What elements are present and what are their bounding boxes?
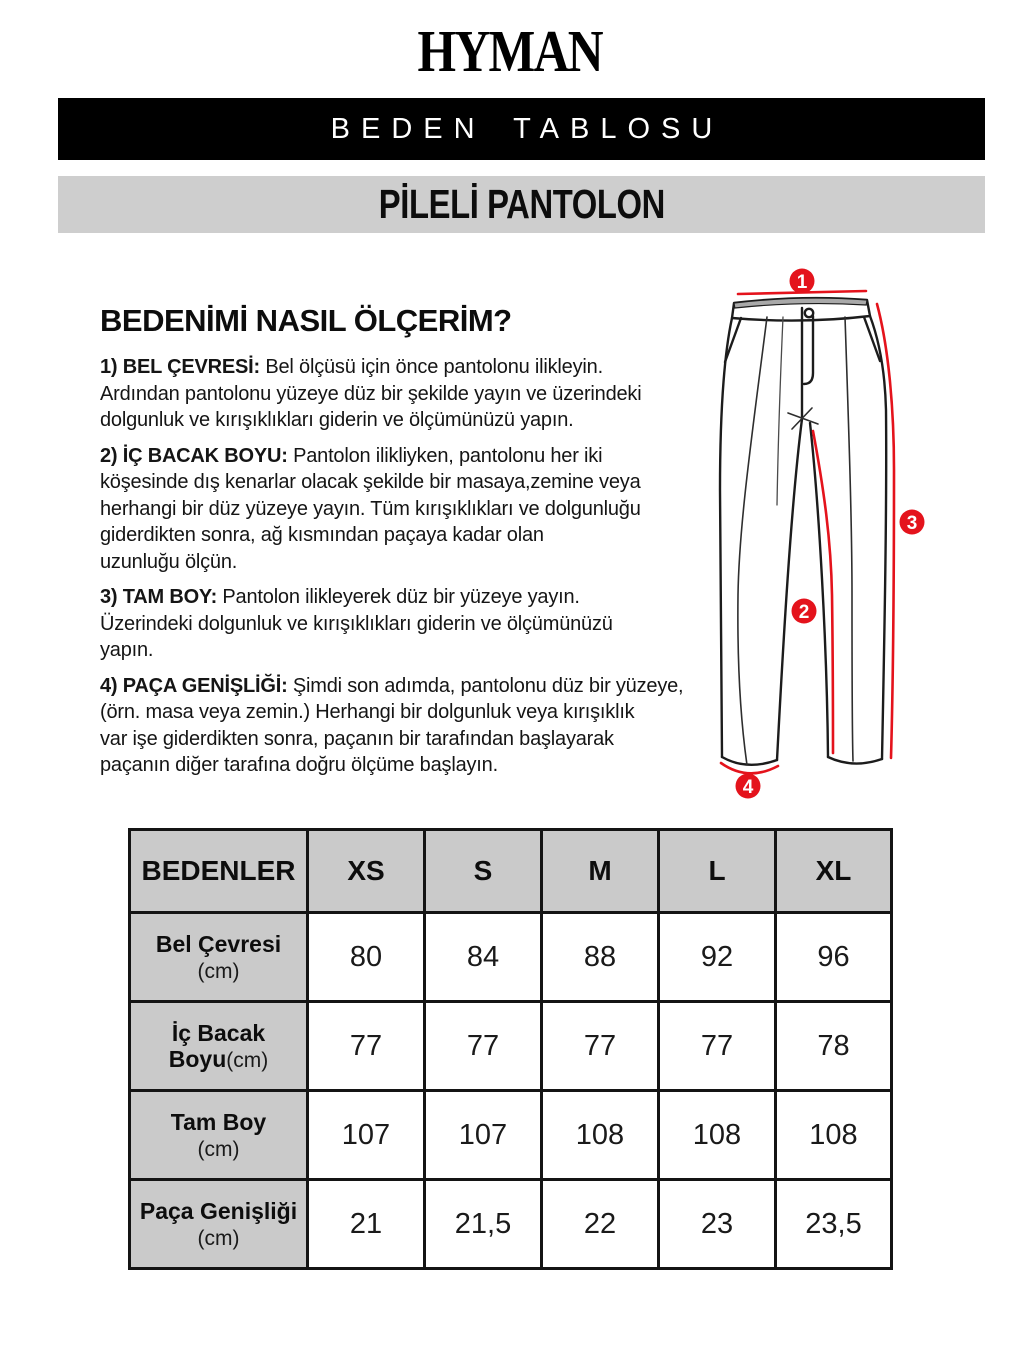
value-cell: 77 xyxy=(425,1002,542,1091)
marker-2-number: 2 xyxy=(798,602,810,623)
value-cell: 88 xyxy=(542,913,659,1002)
brand-logo-text: HYMAN xyxy=(417,18,603,84)
value-cell: 107 xyxy=(425,1091,542,1180)
marker-3 xyxy=(900,510,925,535)
header-cell-xl: XL xyxy=(776,830,892,913)
value-cell: 77 xyxy=(542,1002,659,1091)
header-cell-s: S xyxy=(425,830,542,913)
header-cell-l: L xyxy=(659,830,776,913)
table-row-paca-genisligi xyxy=(130,1180,892,1269)
value-cell: 78 xyxy=(776,1002,892,1091)
step-2-label: 2) İÇ BACAK BOYU: xyxy=(100,444,288,467)
pants-diagram xyxy=(688,255,944,815)
size-chart-banner xyxy=(58,98,985,160)
value-cell: 23,5 xyxy=(776,1180,892,1269)
header-cell-xs: XS xyxy=(308,830,425,913)
left-hem xyxy=(722,757,777,765)
marker-1-number: 1 xyxy=(796,272,808,293)
row-label: İç Bacak Boyu(cm) xyxy=(130,1002,308,1091)
fly-stitch-line xyxy=(804,316,813,384)
instruction-step-3: 3) TAM BOY: Pantolon ilikleyerek düz bir yüzeye yayın. Üzerindeki dolgunluk ve kırışıklıkları giderin ve ölçümünüzü yapın. xyxy=(100,586,613,661)
size-table xyxy=(128,828,893,1270)
marker-4-number: 4 xyxy=(742,777,754,798)
product-title-bar xyxy=(58,176,985,233)
row-label: Paça Genişliği (cm) xyxy=(130,1180,308,1269)
value-cell: 21 xyxy=(308,1180,425,1269)
instructions-heading: BEDENİMİ NASIL ÖLÇERİM? xyxy=(100,303,512,338)
value-cell: 92 xyxy=(659,913,776,1002)
marker-1 xyxy=(790,269,815,294)
table-row-bel-cevresi xyxy=(130,913,892,1002)
value-cell: 77 xyxy=(308,1002,425,1091)
value-cell: 107 xyxy=(308,1091,425,1180)
value-cell: 84 xyxy=(425,913,542,1002)
left-outer-seam xyxy=(720,318,732,757)
measuring-instructions xyxy=(100,303,720,788)
header-cell-bedenler: BEDENLER xyxy=(130,830,308,913)
right-hem xyxy=(828,757,882,764)
value-cell: 21,5 xyxy=(425,1180,542,1269)
value-cell: 108 xyxy=(542,1091,659,1180)
marker-2 xyxy=(792,599,817,624)
value-cell: 22 xyxy=(542,1180,659,1269)
value-cell: 23 xyxy=(659,1180,776,1269)
marker-3-number: 3 xyxy=(906,513,918,534)
instruction-step-1: 1) BEL ÇEVRESİ: Bel ölçüsü için önce pantolonu ilikleyin. Ardından pantolonu yüzeye düz bir şekilde yayın ve üzerindeki dolgunluk ve kırışıklıkları giderin ve ölçümünüzü yapın. xyxy=(100,356,642,431)
row-label: Bel Çevresi (cm) xyxy=(130,913,308,1002)
instruction-step-2: 2) İÇ BACAK BOYU: Pantolon ilikliyken, pantolonu her iki köşesinde dış kenarlar olacak şekilde bir masaya,zemine veya herhangi bir düz yüzeye yayın. Tüm kırışıklıkları ve dolgunluğu giderdikten sonra, ağ kısmından paçaya kadar olan uzunluğu ölçün. xyxy=(100,444,641,573)
value-cell: 108 xyxy=(776,1091,892,1180)
header-cell-m: M xyxy=(542,830,659,913)
instruction-step-4: 4) PAÇA GENİŞLİĞİ: Şimdi son adımda, pantolonu düz bir yüzeye, (örn. masa veya zemin.) Herhangi bir dolgunluk veya kırışıklık var işe giderdikten sonra, paçanın bir tarafından başlayarak paçanın diğer tarafına doğru ölçüme başlayın. xyxy=(100,674,684,776)
left-crease-line xyxy=(738,317,767,765)
step-3-label: 3) TAM BOY: xyxy=(100,586,218,608)
table-row-ic-bacak-boyu xyxy=(130,1002,892,1091)
value-cell: 96 xyxy=(776,913,892,1002)
marker-4 xyxy=(736,774,761,799)
right-crease-line xyxy=(845,317,853,761)
row-label: Tam Boy (cm) xyxy=(130,1091,308,1180)
value-cell: 108 xyxy=(659,1091,776,1180)
left-pleat-line xyxy=(777,317,783,505)
value-cell: 80 xyxy=(308,913,425,1002)
step-4-label: 4) PAÇA GENİŞLİĞİ: xyxy=(100,674,288,697)
value-cell: 77 xyxy=(659,1002,776,1091)
brand-logo xyxy=(0,18,1020,84)
left-inner-seam xyxy=(777,419,802,760)
waistband-inner-edge xyxy=(734,298,867,308)
step-1-label: 1) BEL ÇEVRESİ: xyxy=(100,356,260,378)
size-chart-banner-title: BEDEN TABLOSU xyxy=(330,112,724,145)
size-table-header-row xyxy=(130,830,892,913)
right-outer-seam xyxy=(870,316,886,759)
table-row-tam-boy xyxy=(130,1091,892,1180)
product-title: PİLELİ PANTOLON xyxy=(378,181,665,227)
